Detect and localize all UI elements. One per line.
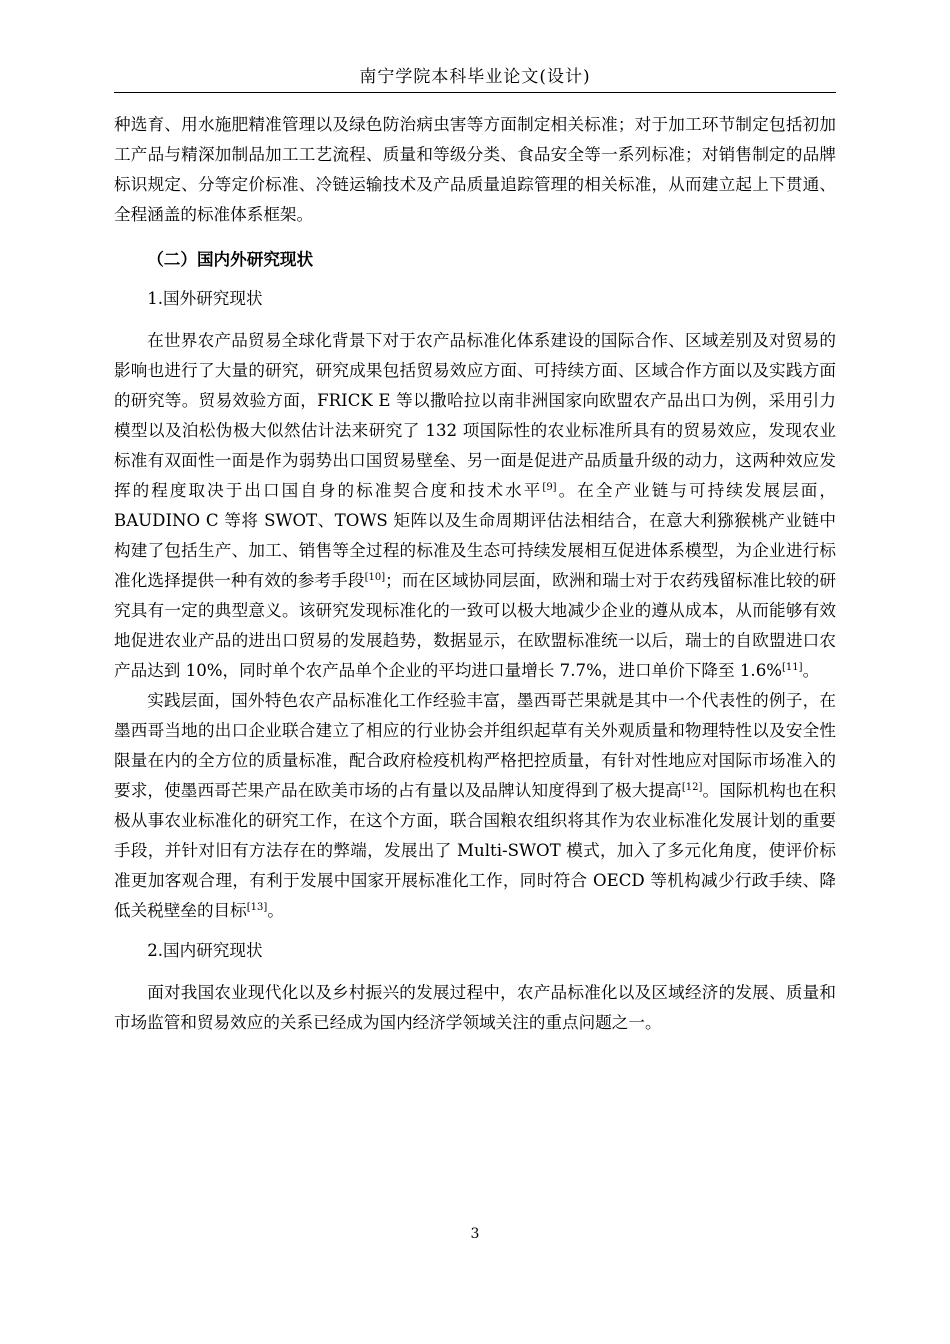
citation-ref: [12] xyxy=(681,782,703,793)
paragraph-text: 。 xyxy=(267,901,284,920)
subsection-foreign-research: 1.国外研究现状 xyxy=(147,289,263,308)
paragraph-text: 。在全产业链与可持续发展层面，BAUDINO C 等将 SWOT、TOWS 矩阵以及生命周期评估法相结合，在意大利猕猴桃产业链中构建了包括生产、加工、销售等全过程的标准及生态可持续发展相互促进体系模型，为企业进行标准化选择提供一种有效的参考手段 xyxy=(114,481,836,590)
section-heading: （二）国内外研究现状 xyxy=(147,249,314,269)
citation-ref: [11] xyxy=(782,662,803,673)
paragraph-foreign-research xyxy=(114,326,836,686)
subsection-domestic-research: 2.国内研究现状 xyxy=(147,941,263,960)
page-body xyxy=(114,110,836,1038)
paragraph-text: 。 xyxy=(802,661,820,680)
paragraph-practice xyxy=(114,686,836,926)
paragraph-text: 。国际机构也在积极从事农业标准化的研究工作，在这个方面，联合国粮农组织将其作为农业标准化发展计划的重要手段，并针对旧有方法存在的弊端，发展出了 Multi-SWOT 模式，加入了多元化角度，使评价标准更加客观合理，有利于发展中国家开展标准化工作，同时符合 OECD 等机构减少行政手续、降低关税壁垒的目标 xyxy=(114,781,837,920)
citation-ref: [10] xyxy=(364,572,386,583)
paragraph-text: 在世界农产品贸易全球化背景下对于农产品标准化体系建设的国际合作、区域差别及对贸易的影响也进行了大量的研究，研究成果包括贸易效应方面、可持续方面、区域合作方面以及实践方面的研究等。贸易效验方面，FRICK E 等以撒哈拉以南非洲国家向欧盟农产品出口为例，采用引力模型以及泊松伪极大似然估计法来研究了 132 项国际性的农业标准所具有的贸易效应，发现农业标准有双面性一面是作为弱势出口国贸易壁垒、另一面是促进产品质量升级的动力，这两种效应发挥的程度取决于出口国自身的标准契合度和技术水平 xyxy=(114,331,836,500)
citation-ref: [13] xyxy=(246,902,268,913)
paragraph-standards-framework: 种选育、用水施肥精准管理以及绿色防治病虫害等方面制定相关标准；对于加工环节制定包括初加工产品与精深加制品加工工艺流程、质量和等级分类、食品安全等一系列标准；对销售制定的品牌标识规定、分等定价标准、冷链运输技术及产品质量追踪管理的相关标准，从而建立起上下贯通、全程涵盖的标准体系框架。 xyxy=(114,115,836,224)
header-divider xyxy=(114,92,836,93)
paragraph-text: 实践层面，国外特色农产品标准化工作经验丰富，墨西哥芒果就是其中一个代表性的例子，在墨西哥当地的出口企业联合建立了相应的行业协会并组织起草有关外观质量和物理特性以及安全性限量在内的全方位的质量标准，配合政府检疫机构严格把控质量，有针对性地应对国际市场准入的要求，使墨西哥芒果产品在欧美市场的占有量以及品牌认知度得到了极大提高 xyxy=(114,691,836,800)
paragraph-domestic-research: 面对我国农业现代化以及乡村振兴的发展过程中，农产品标准化以及区域经济的发展、质量和市场监管和贸易效应的关系已经成为国内经济学领域关注的重点问题之一。 xyxy=(114,983,836,1032)
page-header-title: 南宁学院本科毕业论文(设计) xyxy=(359,67,591,87)
paragraph-text: ；而在区域协同层面，欧洲和瑞士对于农药残留标准比较的研究具有一定的典型意义。该研究发现标准化的一致可以极大地减少企业的遵从成本，从而能够有效地促进农业产品的进出口贸易的发展趋势，数据显示，在欧盟标准统一以后，瑞士的自欧盟进口农产品达到 10%，同时单个农产品单个企业的平均进口量增长 7.7%，进口单价下降至 1.6% xyxy=(114,571,837,680)
citation-ref: [9] xyxy=(542,482,557,493)
page-number: 3 xyxy=(470,1226,480,1242)
